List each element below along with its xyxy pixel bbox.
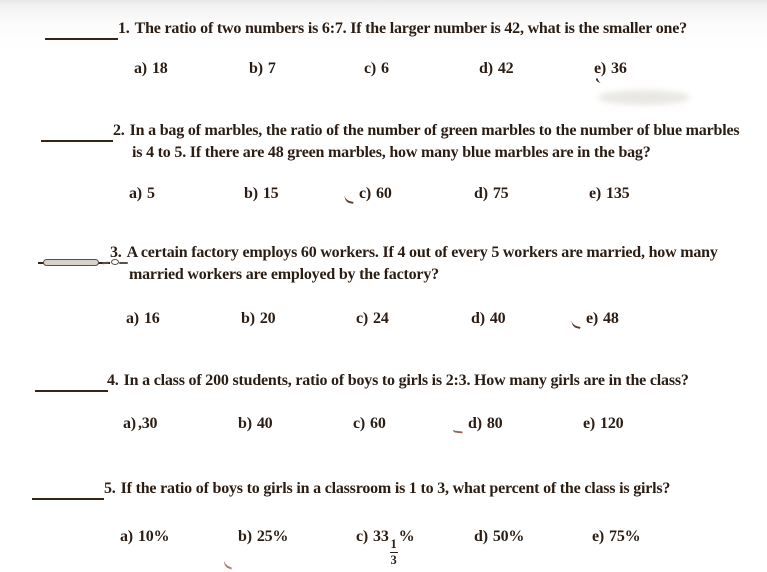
pencil-tick bbox=[344, 196, 355, 203]
option-value: 48 bbox=[603, 310, 619, 327]
option-label: d) bbox=[471, 310, 485, 327]
option-label: a) bbox=[120, 528, 133, 545]
option-label: b) bbox=[249, 60, 263, 77]
option-c bbox=[359, 183, 474, 205]
pencil-tick bbox=[571, 321, 582, 328]
option-label: e) bbox=[589, 185, 602, 202]
question-text bbox=[118, 18, 767, 40]
question-line: A certain factory employs 60 workers. If 4 out of every 5 workers are married, how many bbox=[126, 244, 718, 261]
option-c bbox=[356, 308, 471, 330]
question-line: In a class of 200 students, ratio of boys to girls is 2:3. How many girls are in the class? bbox=[123, 372, 689, 389]
question-line: is 4 to 5. If there are 48 green marbles, how many blue marbles are in the bag? bbox=[132, 144, 651, 161]
option-value: 30 bbox=[141, 415, 158, 432]
option-value: 40 bbox=[256, 415, 273, 432]
answer-blank bbox=[41, 123, 113, 142]
option-label: e) bbox=[592, 528, 605, 545]
option-d bbox=[479, 58, 594, 80]
option-value: 20 bbox=[259, 310, 276, 327]
option-a bbox=[134, 58, 249, 80]
option-value: 10% bbox=[137, 528, 170, 545]
option-c bbox=[353, 413, 468, 435]
question-5 bbox=[0, 478, 767, 566]
option-label: c) bbox=[353, 415, 366, 432]
option-value: 50% bbox=[492, 528, 525, 545]
option-d bbox=[471, 308, 586, 330]
option-value: 5 bbox=[146, 185, 155, 202]
question-number: 1. bbox=[118, 20, 130, 37]
question-text bbox=[110, 242, 767, 286]
option-label: b) bbox=[238, 415, 252, 432]
answer-row bbox=[126, 308, 767, 330]
option-a bbox=[129, 183, 244, 205]
option-label: a) bbox=[129, 185, 142, 202]
question-text bbox=[104, 478, 767, 500]
question-line: If the ratio of boys to girls in a classroom is 1 to 3, what percent of the class is girls? bbox=[120, 480, 671, 497]
answer-row bbox=[134, 58, 767, 80]
option-d bbox=[468, 413, 583, 435]
answer-blank bbox=[32, 481, 104, 500]
option-label: d) bbox=[468, 415, 482, 432]
question-4 bbox=[0, 370, 767, 435]
pencil-scribble bbox=[43, 259, 99, 266]
option-label: d) bbox=[479, 60, 493, 77]
question-text bbox=[113, 120, 767, 164]
option-e bbox=[592, 526, 710, 566]
pencil-tick bbox=[223, 561, 234, 568]
option-e bbox=[594, 58, 709, 80]
option-b bbox=[238, 526, 356, 566]
question-line: The ratio of two numbers is 6:7. If the larger number is 42, what is the smaller one? bbox=[134, 20, 687, 37]
answer-row bbox=[120, 526, 767, 566]
pencil-dash bbox=[453, 426, 464, 433]
fraction-numerator: 1 bbox=[390, 537, 397, 551]
option-value: 120 bbox=[600, 415, 624, 432]
option-value: 24 bbox=[373, 310, 389, 327]
question-number: 5. bbox=[104, 480, 116, 497]
option-d bbox=[474, 183, 589, 205]
option-label: c) bbox=[356, 310, 369, 327]
option-label: d) bbox=[474, 528, 488, 545]
option-label: a) bbox=[134, 60, 147, 77]
question-3 bbox=[0, 242, 767, 330]
option-d bbox=[474, 526, 592, 566]
option-value: 40 bbox=[489, 310, 506, 327]
answer-blank bbox=[45, 21, 118, 40]
option-value: 16 bbox=[143, 310, 160, 327]
option-b bbox=[244, 183, 359, 205]
option-e bbox=[583, 413, 698, 435]
option-e bbox=[586, 308, 701, 330]
fraction-whole: 33 bbox=[373, 528, 389, 545]
option-label: c) bbox=[359, 185, 372, 202]
option-a bbox=[126, 308, 241, 330]
option-label: b) bbox=[241, 310, 255, 327]
pencil-scribble bbox=[119, 262, 128, 264]
percent-sign: % bbox=[398, 528, 415, 545]
pencil-scribble bbox=[111, 259, 119, 265]
pencil-scribble bbox=[102, 261, 109, 264]
fraction-denominator: 3 bbox=[390, 552, 397, 567]
option-value: 80 bbox=[486, 415, 503, 432]
option-label: e) bbox=[594, 58, 606, 80]
option-c bbox=[364, 58, 479, 80]
option-value: 75 bbox=[492, 185, 509, 202]
question-number: 2. bbox=[113, 122, 125, 139]
option-b bbox=[238, 413, 353, 435]
option-value: 25% bbox=[256, 528, 289, 545]
option-label: b) bbox=[238, 528, 252, 545]
option-value: 36 bbox=[611, 60, 627, 77]
option-value: 42 bbox=[497, 60, 514, 77]
option-label: c) bbox=[364, 60, 377, 77]
answer-blank bbox=[38, 245, 110, 264]
option-label: e) bbox=[586, 310, 599, 327]
option-label: a) bbox=[126, 310, 139, 327]
option-label: d) bbox=[474, 185, 488, 202]
option-value: 60 bbox=[376, 185, 392, 202]
option-b bbox=[241, 308, 356, 330]
question-number: 3. bbox=[110, 244, 122, 261]
question-line: In a bag of marbles, the ratio of the number of green marbles to the number of blue marbles bbox=[129, 122, 740, 139]
option-value bbox=[373, 528, 415, 567]
option-value: 6 bbox=[381, 60, 389, 77]
option-label: b) bbox=[244, 185, 258, 202]
option-value: 15 bbox=[262, 185, 279, 202]
option-c bbox=[356, 526, 474, 566]
option-value: 7 bbox=[267, 60, 276, 77]
option-value: 18 bbox=[151, 60, 168, 77]
answer-row bbox=[123, 413, 767, 435]
option-label: a) bbox=[123, 415, 136, 432]
option-value: 135 bbox=[606, 185, 630, 202]
option-a bbox=[123, 413, 238, 435]
question-line: married workers are employed by the factory? bbox=[129, 266, 439, 283]
question-number: 4. bbox=[107, 372, 119, 389]
pencil-comma: , bbox=[137, 415, 142, 432]
option-label: e) bbox=[583, 415, 596, 432]
question-text bbox=[107, 370, 767, 392]
answer-row bbox=[129, 183, 767, 205]
stacked-fraction bbox=[390, 538, 398, 566]
question-1 bbox=[0, 18, 767, 80]
question-2 bbox=[0, 120, 767, 205]
option-e bbox=[589, 183, 704, 205]
option-value: 60 bbox=[370, 415, 386, 432]
option-value: 75% bbox=[609, 528, 641, 545]
scan-smudge bbox=[598, 90, 690, 105]
answer-blank bbox=[35, 373, 108, 392]
option-a bbox=[120, 526, 238, 566]
option-label: c) bbox=[356, 528, 369, 545]
option-b bbox=[249, 58, 364, 80]
